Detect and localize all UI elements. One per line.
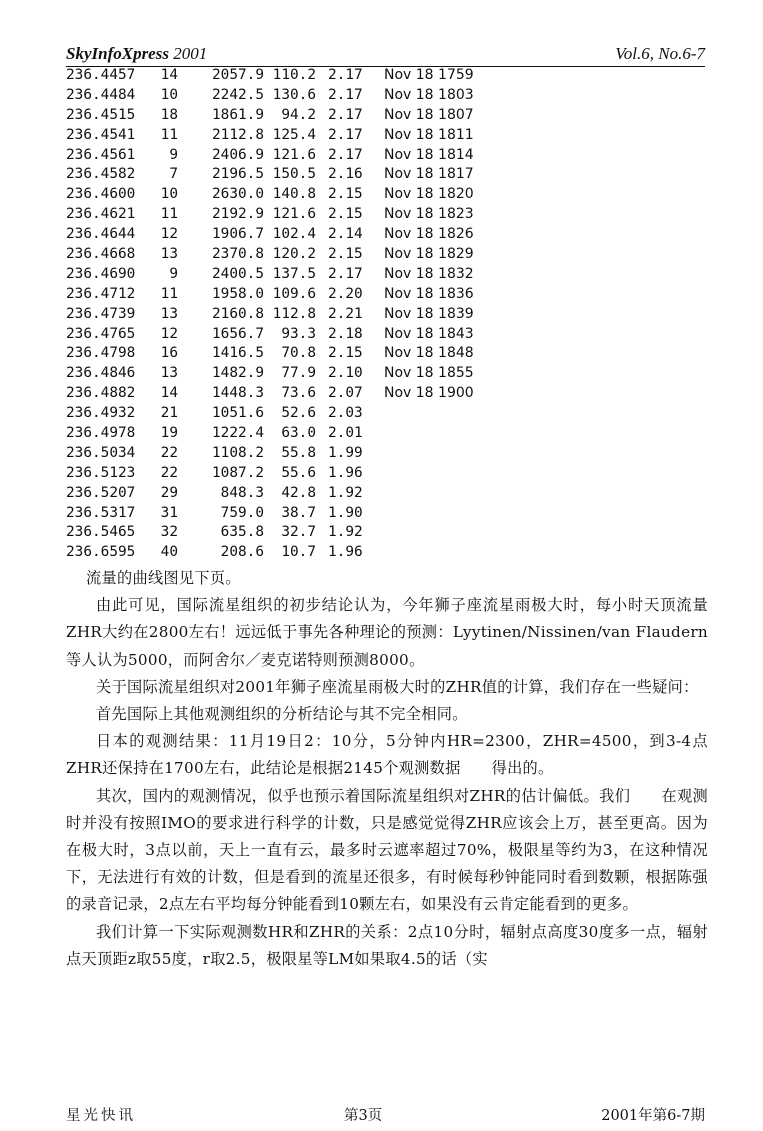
population-index-cell: 1.96 (328, 464, 363, 481)
table-row (66, 504, 536, 524)
solar-longitude-cell: 236.4515 (66, 106, 136, 123)
table-row (66, 86, 536, 106)
zhr-cell: 1448.3 (212, 385, 264, 402)
solar-longitude-cell: 236.5123 (66, 464, 136, 481)
table-row (66, 285, 536, 305)
error-cell: 52.6 (281, 405, 316, 422)
solar-longitude-cell: 236.5465 (66, 524, 136, 541)
solar-longitude-cell: 236.4882 (66, 385, 136, 402)
paragraph: 日本的观测结果：11月19日2：10分，5分钟内HR=2300，ZHR=4500，到3-4点ZHR还保持在1700左右，此结论是根据2145个观测数据 得出的。 (66, 732, 708, 778)
population-index-cell: 2.17 (328, 146, 363, 163)
zhr-cell: 1416.5 (212, 345, 264, 362)
population-index-cell: 2.17 (328, 86, 363, 103)
population-index-cell: 2.17 (328, 67, 363, 83)
article-body (66, 565, 708, 973)
population-index-cell: 2.21 (328, 305, 363, 322)
table-row (66, 344, 536, 364)
error-cell: 63.0 (281, 425, 316, 442)
error-cell: 73.6 (281, 385, 316, 402)
count-cell: 22 (160, 464, 178, 481)
solar-longitude-cell: 236.4484 (66, 86, 136, 103)
count-cell: 12 (160, 226, 178, 243)
count-cell: 18 (160, 106, 178, 123)
date-time-cell: Nov 18 1839 (384, 305, 474, 322)
paragraph: 由此可见，国际流星组织的初步结论认为，今年狮子座流星雨极大时，每小时天顶流量ZHR大约在2800左右！远远低于事先各种理论的预测：Lyytinen/Nissinen/van Flaudern等人认为5000，而阿舍尔／麦克诺特则预测8000。 (66, 596, 708, 669)
count-cell: 14 (160, 67, 178, 83)
solar-longitude-cell: 236.4798 (66, 345, 136, 362)
population-index-cell: 2.10 (328, 365, 363, 382)
zhr-cell: 1087.2 (212, 464, 264, 481)
zhr-cell: 2370.8 (212, 246, 264, 263)
table-row (66, 225, 536, 245)
zhr-cell: 759.0 (220, 504, 264, 521)
population-index-cell: 2.15 (328, 246, 363, 263)
count-cell: 21 (160, 405, 178, 422)
error-cell: 55.8 (281, 444, 316, 461)
population-index-cell: 2.17 (328, 265, 363, 282)
solar-longitude-cell: 236.4621 (66, 206, 136, 223)
header-publication (66, 44, 207, 64)
date-time-cell: Nov 18 1900 (384, 385, 474, 402)
population-index-cell: 2.15 (328, 186, 363, 203)
date-time-cell: Nov 18 1843 (384, 325, 474, 342)
paragraph: 流量的曲线图见下页。 (86, 569, 241, 587)
error-cell: 42.8 (281, 484, 316, 501)
meteor-data-table (66, 66, 536, 563)
population-index-cell: 2.15 (328, 206, 363, 223)
zhr-cell: 1656.7 (212, 325, 264, 342)
count-cell: 11 (160, 285, 178, 302)
count-cell: 12 (160, 325, 178, 342)
error-cell: 94.2 (281, 106, 316, 123)
table-row (66, 464, 536, 484)
date-time-cell: Nov 18 1807 (384, 106, 474, 123)
table-row (66, 146, 536, 166)
table-row (66, 106, 536, 126)
zhr-cell: 635.8 (220, 524, 264, 541)
error-cell: 110.2 (272, 67, 316, 83)
solar-longitude-cell: 236.4739 (66, 305, 136, 322)
error-cell: 102.4 (272, 226, 316, 243)
date-time-cell: Nov 18 1814 (384, 146, 474, 163)
count-cell: 40 (160, 544, 178, 561)
solar-longitude-cell: 236.4668 (66, 246, 136, 263)
zhr-cell: 208.6 (220, 544, 264, 561)
table-row (66, 404, 536, 424)
error-cell: 137.5 (272, 265, 316, 282)
date-time-cell: Nov 18 1855 (384, 365, 474, 382)
date-time-cell: Nov 18 1836 (384, 285, 474, 302)
publication-name: SkyInfoXpress (66, 44, 169, 63)
count-cell: 13 (160, 246, 178, 263)
table-row (66, 165, 536, 185)
error-cell: 121.6 (272, 206, 316, 223)
population-index-cell: 2.03 (328, 405, 363, 422)
population-index-cell: 2.20 (328, 285, 363, 302)
paragraph: 我们计算一下实际观测数HR和ZHR的关系：2点10分时，辐射点高度30度多一点，辐射点天顶距z取55度，r取2.5，极限星等LM如果取4.5的话（实 (66, 922, 708, 968)
error-cell: 125.4 (272, 126, 316, 143)
solar-longitude-cell: 236.5317 (66, 504, 136, 521)
table-row (66, 245, 536, 265)
solar-longitude-cell: 236.4600 (66, 186, 136, 203)
solar-longitude-cell: 236.6595 (66, 544, 136, 561)
header-volume: Vol.6, No.6-7 (615, 44, 705, 63)
table-row (66, 265, 536, 285)
paragraph: 关于国际流星组织对2001年狮子座流星雨极大时的ZHR值的计算，我们存在一些疑问： (96, 677, 699, 696)
zhr-cell: 1906.7 (212, 226, 264, 243)
count-cell: 10 (160, 186, 178, 203)
count-cell: 11 (160, 206, 178, 223)
date-time-cell: Nov 18 1829 (384, 246, 474, 263)
count-cell: 19 (160, 425, 178, 442)
zhr-cell: 1051.6 (212, 405, 264, 422)
zhr-cell: 1222.4 (212, 425, 264, 442)
footer-issue: 2001年第6-7期 (601, 1108, 705, 1124)
population-index-cell: 2.07 (328, 385, 363, 402)
zhr-cell: 848.3 (220, 484, 264, 501)
error-cell: 150.5 (272, 166, 316, 183)
zhr-cell: 2406.9 (212, 146, 264, 163)
population-index-cell: 2.14 (328, 226, 363, 243)
count-cell: 10 (160, 86, 178, 103)
table-row (66, 543, 536, 563)
error-cell: 130.6 (272, 86, 316, 103)
count-cell: 32 (160, 524, 178, 541)
count-cell: 11 (160, 126, 178, 143)
publication-year: 2001 (173, 44, 208, 63)
zhr-cell: 2192.9 (212, 206, 264, 223)
count-cell: 22 (160, 444, 178, 461)
page-number: 第3页 (344, 1108, 383, 1124)
zhr-cell: 2160.8 (212, 305, 264, 322)
solar-longitude-cell: 236.4582 (66, 166, 136, 183)
table-row (66, 325, 536, 345)
population-index-cell: 2.17 (328, 106, 363, 123)
population-index-cell: 2.01 (328, 425, 363, 442)
count-cell: 29 (160, 484, 178, 501)
zhr-cell: 1958.0 (212, 285, 264, 302)
count-cell: 31 (160, 504, 178, 521)
date-time-cell: Nov 18 1848 (384, 345, 474, 362)
population-index-cell: 2.15 (328, 345, 363, 362)
date-time-cell: Nov 18 1811 (384, 126, 474, 143)
error-cell: 70.8 (281, 345, 316, 362)
table-row (66, 364, 536, 384)
solar-longitude-cell: 236.4765 (66, 325, 136, 342)
solar-longitude-cell: 236.4846 (66, 365, 136, 382)
solar-longitude-cell: 236.4712 (66, 285, 136, 302)
table-row (66, 384, 536, 404)
solar-longitude-cell: 236.4561 (66, 146, 136, 163)
table-row (66, 205, 536, 225)
count-cell: 13 (160, 305, 178, 322)
table-row (66, 305, 536, 325)
date-time-cell: Nov 18 1759 (384, 67, 474, 83)
date-time-cell: Nov 18 1823 (384, 206, 474, 223)
count-cell: 9 (169, 265, 178, 282)
date-time-cell: Nov 18 1832 (384, 265, 474, 282)
table-row (66, 185, 536, 205)
zhr-cell: 2630.0 (212, 186, 264, 203)
population-index-cell: 1.99 (328, 444, 363, 461)
count-cell: 16 (160, 345, 178, 362)
date-time-cell: Nov 18 1803 (384, 86, 474, 103)
error-cell: 120.2 (272, 246, 316, 263)
paragraph: 首先国际上其他观测组织的分析结论与其不完全相同。 (96, 705, 468, 724)
zhr-cell: 2057.9 (212, 67, 264, 83)
error-cell: 38.7 (281, 504, 316, 521)
table-row (66, 126, 536, 146)
error-cell: 109.6 (272, 285, 316, 302)
solar-longitude-cell: 236.5034 (66, 444, 136, 461)
zhr-cell: 2242.5 (212, 86, 264, 103)
table-row (66, 484, 536, 504)
date-time-cell: Nov 18 1817 (384, 166, 474, 183)
footer-publication: 星光快讯 (66, 1108, 136, 1124)
solar-longitude-cell: 236.4978 (66, 425, 136, 442)
error-cell: 55.6 (281, 464, 316, 481)
solar-longitude-cell: 236.4541 (66, 126, 136, 143)
solar-longitude-cell: 236.4457 (66, 67, 136, 83)
table-row (66, 66, 536, 86)
solar-longitude-cell: 236.5207 (66, 484, 136, 501)
solar-longitude-cell: 236.4644 (66, 226, 136, 243)
count-cell: 13 (160, 365, 178, 382)
running-header (66, 44, 705, 67)
population-index-cell: 1.96 (328, 544, 363, 561)
running-footer (66, 1104, 705, 1124)
population-index-cell: 2.16 (328, 166, 363, 183)
error-cell: 112.8 (272, 305, 316, 322)
solar-longitude-cell: 236.4932 (66, 405, 136, 422)
zhr-cell: 1482.9 (212, 365, 264, 382)
date-time-cell: Nov 18 1820 (384, 186, 474, 203)
table-row (66, 523, 536, 543)
table-row (66, 444, 536, 464)
zhr-cell: 2112.8 (212, 126, 264, 143)
solar-longitude-cell: 236.4690 (66, 265, 136, 282)
table-row (66, 424, 536, 444)
error-cell: 77.9 (281, 365, 316, 382)
error-cell: 121.6 (272, 146, 316, 163)
count-cell: 7 (169, 166, 178, 183)
zhr-cell: 2196.5 (212, 166, 264, 183)
count-cell: 9 (169, 146, 178, 163)
population-index-cell: 1.92 (328, 524, 363, 541)
population-index-cell: 1.90 (328, 504, 363, 521)
error-cell: 140.8 (272, 186, 316, 203)
population-index-cell: 2.18 (328, 325, 363, 342)
population-index-cell: 2.17 (328, 126, 363, 143)
error-cell: 32.7 (281, 524, 316, 541)
zhr-cell: 2400.5 (212, 265, 264, 282)
date-time-cell: Nov 18 1826 (384, 226, 474, 243)
population-index-cell: 1.92 (328, 484, 363, 501)
count-cell: 14 (160, 385, 178, 402)
zhr-cell: 1108.2 (212, 444, 264, 461)
zhr-cell: 1861.9 (212, 106, 264, 123)
error-cell: 93.3 (281, 325, 316, 342)
paragraph: 其次，国内的观测情况，似乎也预示着国际流星组织对ZHR的估计偏低。我们 在观测时并没有按照IMO的要求进行科学的计数，只是感觉觉得ZHR应该会上万，甚至更高。因为在极大时，3点以前，天上一直有云，最多时云遮率超过70%，极限星等约为3，在这种情况下，无法进行有效的计数，但是看到的流星还很多，有时候每秒钟能同时看到数颗，根据陈强的录音记录，2点左右平均每分钟能看到10颗左右，如果没有云肯定能看到的更多。 (66, 786, 708, 914)
error-cell: 10.7 (281, 544, 316, 561)
